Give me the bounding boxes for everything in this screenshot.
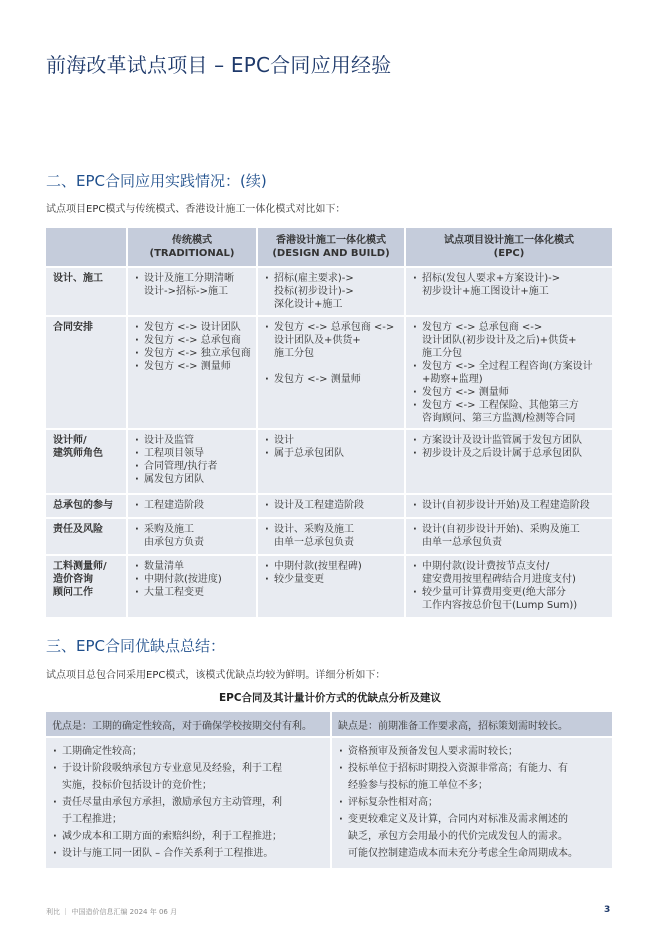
bullet-item: · 较少量可计算费用变更(绝大部分 工作内容按总价包干(Lump Sum)): [412, 586, 608, 612]
pros-item: · 设计与施工同一团队 – 合作关系利于工程推进。: [52, 845, 324, 862]
cell-hk-db: [258, 554, 406, 617]
bullet-item: · 发包方 <-> 独立承包商: [134, 347, 252, 360]
bullet-item: · 属发包方团队: [134, 473, 252, 486]
bullet-item: · 设计: [264, 434, 400, 447]
bullet-item: · 发包方 <-> 工程保险、其他第三方 咨询顾问、第三方监测/检测等合同: [412, 399, 608, 425]
bullet-item: · 设计及施工分期清晰 设计->招标->施工: [134, 272, 252, 298]
cell-hk-db: [258, 428, 406, 493]
bullet-item: · 发包方 <-> 测量师: [412, 386, 608, 399]
row-label: 责任及风险: [46, 517, 128, 554]
cell-epc: [406, 517, 614, 554]
bullet-item: · 设计及监管: [134, 434, 252, 447]
pros-item: · 减少成本和工期方面的索赔纠纷，利于工程推进；: [52, 828, 324, 845]
section-heading-summary: 三、EPC合同优缺点总结：: [46, 637, 225, 655]
bullet-item: · 发包方 <-> 总承包商: [134, 334, 252, 347]
cons-item: · 投标单位于招标时期投入资源非常高；有能力、有 经验参与投标的施工单位不多；: [338, 760, 606, 794]
cell-traditional: [128, 428, 258, 493]
cons-item: · 评标复杂性相对高；: [338, 794, 606, 811]
bullet-item: · 设计及工程建造阶段: [264, 499, 400, 512]
bullet-item: · 发包方 <-> 测量师: [264, 373, 400, 386]
header-blank: [46, 228, 128, 266]
comparison-header-row: [46, 228, 614, 266]
bullet-item: · 数量清单: [134, 560, 252, 573]
page-title: 前海改革试点项目 – EPC合同应用经验: [46, 53, 392, 77]
cell-traditional: [128, 266, 258, 315]
bullet-item: · 招标(发包人要求+方案设计)-> 初步设计+施工图设计+施工: [412, 272, 608, 298]
header-hk-design-build: 香港设计施工一体化模式 (DESIGN AND BUILD): [258, 228, 406, 266]
cell-epc: [406, 428, 614, 493]
bullet-item: · 初步设计及之后设计属于总承包团队: [412, 447, 608, 460]
cell-epc: [406, 315, 614, 428]
row-label: 合同安排: [46, 315, 128, 428]
page-number: 3: [604, 905, 611, 915]
cell-epc: [406, 266, 614, 315]
cell-hk-db: [258, 266, 406, 315]
pros-cons-body-row: [46, 736, 614, 868]
row-label: 总承包的参与: [46, 493, 128, 517]
pros-cons-caption: EPC合同及其计量计价方式的优缺点分析及建议: [218, 692, 442, 704]
row-label: 工料测量师/ 造价咨询 顾问工作: [46, 554, 128, 617]
bullet-item: · 合同管理/执行者: [134, 460, 252, 473]
cons-item: · 变更较难定义及计算，合同内对标准及需求阐述的 缺乏，承包方会用最小的代价完成发包人的需求。 可能仅控制建造成本而未充分考虑全生命周期成本。: [338, 811, 606, 862]
table-row: [46, 517, 614, 554]
pros-item: · 责任尽量由承包方承担，激励承包方主动管理，利 于工程推进；: [52, 794, 324, 828]
pros-cons-header-row: [46, 712, 614, 736]
table-row: [46, 428, 614, 493]
comparison-table: [46, 228, 614, 617]
pros-item: · 于设计阶段吸纳承包方专业意见及经验，利于工程 实施，投标价包括设计的竞价性；: [52, 760, 324, 794]
section-intro-practice: 试点项目EPC模式与传统模式、香港设计施工一体化模式对比如下：: [46, 204, 346, 215]
bullet-item: · 中期付款(按里程碑): [264, 560, 400, 573]
cell-hk-db: [258, 517, 406, 554]
bullet-item: · 设计、采购及施工 由单一总承包负责: [264, 523, 400, 549]
cons-cell: [332, 736, 614, 868]
bullet-item: · 属于总承包团队: [264, 447, 400, 460]
header-epc: 试点项目设计施工一体化模式 (EPC): [406, 228, 614, 266]
bullet-item: · 发包方 <-> 测量师: [134, 360, 252, 373]
cell-epc: [406, 493, 614, 517]
table-row: [46, 554, 614, 617]
row-label: 设计、施工: [46, 266, 128, 315]
cell-hk-db: [258, 315, 406, 428]
bullet-item: · 工程建造阶段: [134, 499, 252, 512]
bullet-item: · 大量工程变更: [134, 586, 252, 599]
table-row: [46, 266, 614, 315]
cell-traditional: [128, 315, 258, 428]
cell-traditional: [128, 517, 258, 554]
bullet-item: · 发包方 <-> 总承包商 <-> 设计团队及+供货+ 施工分包: [264, 321, 400, 360]
bullet-item: · 较少量变更: [264, 573, 400, 586]
pros-cons-table: [46, 712, 614, 868]
section-heading-practice: 二、EPC合同应用实践情况：(续): [46, 172, 267, 190]
bullet-item: · 发包方 <-> 设计团队: [134, 321, 252, 334]
bullet-item: · 招标(雇主要求)-> 投标(初步设计)-> 深化设计+施工: [264, 272, 400, 311]
cell-hk-db: [258, 493, 406, 517]
bullet-item: · 工程项目领导: [134, 447, 252, 460]
bullet-item: · 中期付款(设计费按节点支付/ 建安费用按里程碑结合月进度支付): [412, 560, 608, 586]
section-intro-summary: 试点项目总包合同采用EPC模式，该模式优缺点均较为鲜明。详细分析如下：: [46, 670, 386, 681]
cell-traditional: [128, 493, 258, 517]
bullet-item: · 方案设计及设计监管属于发包方团队: [412, 434, 608, 447]
cell-traditional: [128, 554, 258, 617]
bullet-item: · 中期付款(按进度): [134, 573, 252, 586]
row-label: 设计师/ 建筑师角色: [46, 428, 128, 493]
pros-cell: [46, 736, 332, 868]
cell-epc: [406, 554, 614, 617]
bullet-item: · 采购及施工 由承包方负责: [134, 523, 252, 549]
bullet-item: · 发包方 <-> 全过程工程咨询(方案设计 +勘察+监理): [412, 360, 608, 386]
table-row: [46, 315, 614, 428]
table-row: [46, 493, 614, 517]
pros-item: · 工期确定性较高；: [52, 743, 324, 760]
cons-header: 缺点是：前期准备工作要求高，招标策划需时较长。: [332, 712, 614, 736]
cons-item: · 资格预审及预备发包人要求需时较长；: [338, 743, 606, 760]
header-traditional: 传统模式 (TRADITIONAL): [128, 228, 258, 266]
bullet-item: · 发包方 <-> 总承包商 <-> 设计团队(初步设计及之后)+供货+ 施工分包: [412, 321, 608, 360]
footer-text: 利比 ｜ 中国造价信息汇编 2024 年 06 月: [46, 908, 178, 916]
pros-header: 优点是：工期的确定性较高，对于确保学校按期交付有利。: [46, 712, 332, 736]
bullet-item: · 设计(自初步设计开始)及工程建造阶段: [412, 499, 608, 512]
bullet-item: · 设计(自初步设计开始)、采购及施工 由单一总承包负责: [412, 523, 608, 549]
